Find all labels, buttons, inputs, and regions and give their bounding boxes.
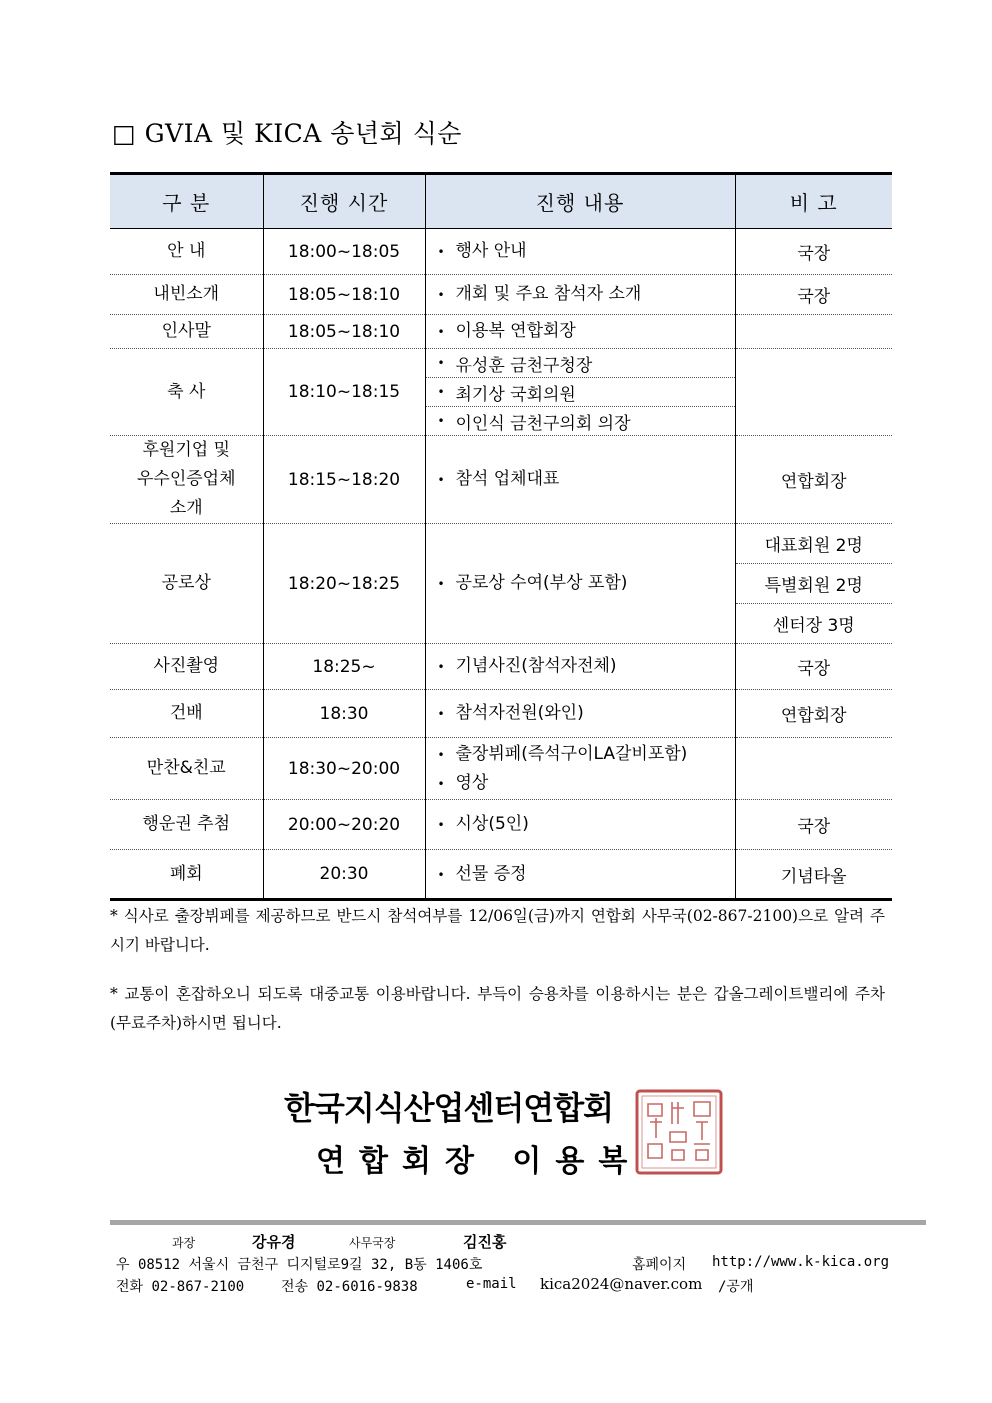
note-traffic: * 교통이 혼잡하오니 되도록 대중교통 이용바랍니다. 부득이 승용차를 이용하시는 분은 갑올그레이트밸리에 주차(무료주차)하시면 됩니다. xyxy=(110,985,885,1032)
row-remark: 연합회장 xyxy=(735,436,892,524)
footer-divider xyxy=(110,1220,926,1225)
footer-phone: 전화 02-867-2100 xyxy=(116,1279,245,1295)
content-line xyxy=(438,280,735,309)
bullet-icon: • xyxy=(437,356,445,370)
row-time: 18:30 xyxy=(263,690,425,738)
content-text: 개회 및 주요 참석자 소개 xyxy=(455,284,642,304)
bullet-icon: • xyxy=(437,473,445,487)
row-content xyxy=(425,644,735,690)
content-line xyxy=(426,407,735,435)
content-text: 영상 xyxy=(455,772,489,793)
row-time: 18:05~18:10 xyxy=(263,275,425,315)
row-time: 18:05~18:10 xyxy=(263,315,425,349)
row-remark: 국장 xyxy=(735,644,892,690)
row-content xyxy=(425,850,735,900)
row-remark xyxy=(735,349,892,436)
row-category: 내빈소개 xyxy=(110,275,263,315)
row-category: 인사말 xyxy=(110,315,263,349)
content-text: 출장뷔페(즉석구이LA갈비포함) xyxy=(455,743,688,764)
row-category: 사진촬영 xyxy=(110,644,263,690)
row-time: 20:00~20:20 xyxy=(263,800,425,850)
row-time: 18:00~18:05 xyxy=(263,229,425,275)
content-text: 참석 업체대표 xyxy=(455,469,560,489)
content-line xyxy=(438,699,735,728)
footer-role-1: 과장 xyxy=(172,1236,196,1250)
content-line xyxy=(438,237,735,266)
row-remark: 국장 xyxy=(735,229,892,275)
row-time: 18:25~ xyxy=(263,644,425,690)
content-line xyxy=(438,465,735,494)
footer-address: 우 08512 서울시 금천구 디지털로9길 32, B동 1406호 xyxy=(116,1257,483,1273)
bullet-icon: • xyxy=(437,747,445,762)
content-line xyxy=(438,740,735,769)
seal-glyphs xyxy=(648,1102,710,1160)
footer-homepage-label: 홈페이지 xyxy=(632,1257,687,1273)
table-row xyxy=(110,229,892,275)
header-category: 구 분 xyxy=(110,174,263,229)
bullet-icon: • xyxy=(437,245,445,259)
bullet-icon: • xyxy=(437,288,445,302)
row-content xyxy=(425,229,735,275)
content-line xyxy=(426,349,735,378)
bullet-icon: • xyxy=(437,776,445,791)
table-row xyxy=(110,850,892,900)
table-row xyxy=(110,644,892,690)
row-content xyxy=(425,275,735,315)
content-text: 참석자전원(와인) xyxy=(455,703,584,723)
footer-email-label: e-mail xyxy=(466,1276,517,1292)
row-remark xyxy=(735,315,892,349)
row-remark: 국장 xyxy=(735,275,892,315)
content-text: 선물 증정 xyxy=(455,863,527,884)
table-row xyxy=(110,690,892,738)
page-title: □ GVIA 및 KICA 송년회 식순 xyxy=(112,119,462,148)
row-remark xyxy=(735,524,892,644)
row-category: 폐회 xyxy=(110,850,263,900)
content-text: 유성훈 금천구청장 xyxy=(455,355,593,376)
remark-line: 특별회원 2명 xyxy=(736,564,893,604)
bullet-icon: • xyxy=(437,707,445,721)
note-meal: * 식사로 출장뷔페를 제공하므로 반드시 참석여부를 12/06일(금)까지 연합회 사무국(02-867-2100)으로 알려 주시기 바랍니다. xyxy=(110,907,885,954)
content-text: 최기상 국회의원 xyxy=(455,384,576,405)
content-text: 시상(5인) xyxy=(455,814,529,834)
bullet-icon: • xyxy=(437,818,445,832)
content-line xyxy=(438,769,735,798)
row-content xyxy=(425,349,735,436)
content-line xyxy=(438,317,735,346)
content-text: 기념사진(참석자전체) xyxy=(455,656,617,676)
content-line xyxy=(426,378,735,407)
bullet-icon: • xyxy=(437,660,445,674)
row-remark: 연합회장 xyxy=(735,690,892,738)
bullet-icon: • xyxy=(437,414,445,428)
content-line xyxy=(438,860,735,889)
table-row xyxy=(110,275,892,315)
row-content xyxy=(425,800,735,850)
remark-line: 센터장 3명 xyxy=(772,616,855,636)
table-row xyxy=(110,524,892,644)
content-text: 공로상 수여(부상 포함) xyxy=(455,573,628,593)
row-category: 행운권 추첨 xyxy=(110,800,263,850)
table-row xyxy=(110,349,892,436)
row-content xyxy=(425,524,735,644)
row-content xyxy=(425,315,735,349)
bullet-icon: • xyxy=(437,577,445,591)
row-time: 18:20~18:25 xyxy=(263,524,425,644)
bullet-icon: • xyxy=(437,867,445,882)
table-row xyxy=(110,315,892,349)
footer-name-1: 강유경 xyxy=(252,1233,296,1251)
footer-homepage-link[interactable]: http://www.k-kica.org xyxy=(712,1254,890,1270)
footer-fax: 전송 02-6016-9838 xyxy=(281,1279,418,1295)
row-time: 18:30~20:00 xyxy=(263,738,425,800)
table-header-row xyxy=(110,174,892,229)
header-content: 진행 내용 xyxy=(425,174,735,229)
content-text: 이용복 연합회장 xyxy=(455,321,576,341)
footer-role-2: 사무국장 xyxy=(349,1236,396,1250)
row-category: 후원기업 및 우수인증업체 소개 xyxy=(110,436,263,524)
row-content xyxy=(425,690,735,738)
content-line xyxy=(438,569,735,598)
footer-name-2: 김진홍 xyxy=(463,1233,507,1251)
row-time: 18:15~18:20 xyxy=(263,436,425,524)
row-category: 축 사 xyxy=(110,349,263,436)
row-category: 안 내 xyxy=(110,229,263,275)
row-remark: 국장 xyxy=(735,800,892,850)
content-text: 이인식 금천구의회 의장 xyxy=(455,413,631,434)
row-time: 20:30 xyxy=(263,850,425,900)
row-category: 만찬&친교 xyxy=(110,738,263,800)
content-line xyxy=(438,652,735,681)
bullet-icon: • xyxy=(437,325,445,339)
bullet-icon: • xyxy=(437,385,445,399)
organization-name: 한국지식산업센터연합회 xyxy=(284,1089,614,1127)
row-remark xyxy=(735,738,892,800)
footer-disclosure: /공개 xyxy=(718,1279,754,1295)
row-remark: 기념타올 xyxy=(735,850,892,900)
table-row xyxy=(110,436,892,524)
schedule-table xyxy=(110,172,892,901)
row-content xyxy=(425,436,735,524)
header-time: 진행 시간 xyxy=(263,174,425,229)
table-row xyxy=(110,800,892,850)
remark-line: 대표회원 2명 xyxy=(736,524,893,564)
footer-email-link[interactable]: kica2024@naver.com xyxy=(540,1275,703,1293)
row-content xyxy=(425,738,735,800)
table-row xyxy=(110,738,892,800)
row-category: 건배 xyxy=(110,690,263,738)
content-line xyxy=(438,810,735,839)
row-time: 18:10~18:15 xyxy=(263,349,425,436)
header-remark: 비 고 xyxy=(735,174,892,229)
row-category: 공로상 xyxy=(110,524,263,644)
official-seal-stamp xyxy=(634,1088,724,1176)
president-name: 연합회장 이용복 xyxy=(316,1144,642,1179)
content-text: 행사 안내 xyxy=(455,241,527,261)
